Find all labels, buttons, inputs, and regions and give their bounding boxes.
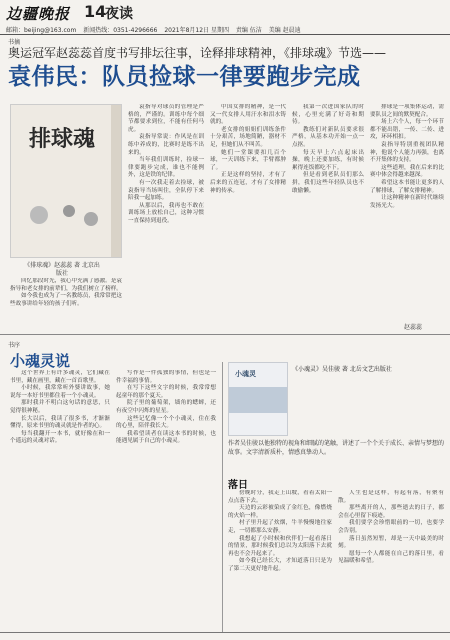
book-cover-image — [10, 104, 122, 258]
paragraph: 村子里升起了炊烟，牛羊慢慢地往家走，一切都那么安静。 — [228, 520, 332, 534]
paragraph: 有一次我走着去捡球，被袁指导当场叫住，全队停下来陪我一起加练。 — [128, 179, 204, 202]
paragraph: 我希望读者在读这本书的时候，也能遇见属于自己的小魂灵。 — [116, 430, 216, 445]
paragraph: 这些道理，我在后来的比赛中体会得越来越深。 — [370, 164, 444, 179]
article2-title: 小魂灵说 — [10, 352, 71, 370]
article1-signature: 赵蕊蕊 — [404, 324, 423, 331]
date: 2021年8月12日 星期四 — [164, 27, 229, 34]
article1-kicker: 奥运冠军赵蕊蕊首度书写排坛往事，诠释排球精神，《排球魂》节选—— — [8, 46, 387, 60]
section-name: 夜读 — [105, 6, 133, 22]
paragraph: 袁指导常说：作风是在训练中养成的，比赛时是练不出来的。 — [128, 134, 204, 156]
paragraph: 正是这样的坚持，才有了后来的五连冠，才有了女排精神的传承。 — [210, 172, 286, 194]
paragraph: 让这种精神在新时代继续发扬光大。 — [370, 195, 444, 209]
paragraph: 如今我已经长大，才知道落日只是为了第二天更好地升起。 — [228, 558, 332, 572]
paragraph: 落日虽然短暂，却是一天中最美的时刻。 — [338, 535, 444, 550]
paragraph: 这个世界上有许多魂灵，它们藏在书里，藏在画里，藏在一首首歌里。 — [10, 370, 110, 384]
book-spine — [111, 105, 121, 257]
paragraph: 这些记忆像一个个小魂灵，住在我的心里，陪伴我长大。 — [116, 415, 216, 430]
paragraph: 在写下这些文字的时候，我常常想起童年的那个夏天。 — [116, 385, 216, 399]
sub-book-cover-title: 小魂灵 — [235, 369, 256, 378]
header-meta — [6, 25, 306, 34]
page-footer-rule — [0, 632, 450, 633]
paragraph: 中国女排的精神，是一代又一代女排人用汗水和泪水铸就的。 — [210, 104, 286, 126]
article1-tag: 书摘 — [8, 39, 21, 46]
article1-column-2 — [210, 104, 286, 328]
paragraph: 小时候，我常常听外婆讲故事，她说每一本好书里都住着一个小魂灵。 — [10, 385, 110, 399]
sub-book-cover — [228, 362, 288, 436]
designer: 美编 赵晨迪 — [268, 27, 301, 34]
paragraph: 排球是一项集体运动，需要队员之间的默契配合。 — [370, 104, 444, 118]
phone: 新闻热线：0351-4296666 — [83, 27, 158, 34]
article1-column-3 — [292, 104, 364, 328]
paragraph: 如今我也成为了一名教练员，我常常把这些故事讲给年轻的孩子们听。 — [10, 293, 122, 307]
paragraph: 回忆那段时光，我心中充满了感激。是袁指导和老女排的前辈们，为我们树立了榜样。 — [10, 278, 122, 292]
paragraph: 袁指导对球员的管理是严格的，严谨的。训练中每个细节都要求到位，不能有任何马虎。 — [128, 104, 204, 133]
paragraph: 袁指导特别重视团队精神，他说个人能力再强，也离不开集体的支持。 — [370, 141, 444, 164]
paragraph: 从那以后，我再也不敢在训练场上放松自己，这种习惯一直保持到退役。 — [128, 202, 204, 224]
paragraph: 长大以后，我读了很多书，才渐渐懂得，原来书里的魂灵就是作者的心。 — [10, 415, 110, 430]
paragraph: 写作是一件孤独的事情，但也是一件幸福的事情。 — [116, 370, 216, 384]
sub-book-caption: 《小魂灵》吴佳骏 著 北岳文艺出版社 — [292, 366, 392, 373]
paragraph: 那时我并不明白这句话的意思，只觉得很神秘。 — [10, 400, 110, 414]
paragraph: 每当我翻开一本书，就好像在和一个遥远的灵魂对话。 — [10, 430, 110, 445]
paragraph: 愿每一个人都能在自己的落日里，看见温暖和希望。 — [338, 550, 444, 565]
paragraph: 老女排的姐姐们训练条件十分艰苦，场地简陋，器材不足，但她们从不叫苦。 — [210, 126, 286, 148]
paragraph: 我想起了小时候和伙伴们一起看落日的情景，那时候我们总以为太阳落下去就再也不会升起来了。 — [228, 535, 332, 557]
paragraph: 人生也是这样，有起有落，有聚有散。 — [338, 490, 444, 504]
email: 邮箱：beijing@163.com — [6, 27, 77, 34]
article2-column-1 — [10, 370, 110, 628]
paragraph: 她们一堂课要扣几百个球，一天训练下来，手臂都肿了。 — [210, 149, 286, 171]
paragraph: 希望这本书能让更多的人了解排球，了解女排精神。 — [370, 179, 444, 194]
page-number: 14 — [84, 2, 107, 21]
article2-column-3 — [228, 490, 332, 628]
book-caption: 《排球魂》赵蕊蕊 著 北京出版社 — [24, 262, 100, 277]
paragraph: 每天早上六点起床出操，晚上还要加练，有时候累得连饭都吃不下。 — [292, 149, 364, 171]
article1-column-1b — [10, 278, 122, 328]
newspaper-masthead: 边疆晚报 — [6, 5, 71, 23]
article1-headline: 袁伟民：队员捡球一律要跑步完成 — [8, 64, 361, 90]
paragraph: 我们要学会珍惜眼前的一切，也要学会告别。 — [338, 520, 444, 534]
paragraph: 场上六个人，每一个环节都不能出错，一传、二传、进攻，环环相扣。 — [370, 119, 444, 141]
paragraph: 但是看到老队员们那么拼，我们这些年轻队员也不敢偷懒。 — [292, 172, 364, 194]
article1-column-4 — [370, 104, 444, 328]
paragraph: 我第一次进国家队的时候，心里充满了好奇和期待。 — [292, 104, 364, 126]
sub-book-cover-stripe — [229, 387, 287, 413]
paragraph: 天边的云彩被染成了金红色，像燃烧的火焰一样。 — [228, 505, 332, 519]
article2-column-4 — [338, 490, 444, 628]
article2-tag: 书序 — [8, 342, 21, 349]
column-divider — [222, 362, 223, 632]
page-header — [0, 0, 450, 36]
book-cover-art — [19, 195, 109, 235]
paragraph: 那些离开的人，那些逝去的日子，都会在心里留下痕迹。 — [338, 505, 444, 519]
header-rule — [0, 34, 450, 35]
paragraph: 院子里的葡萄架，墙角的蟋蟀，还有夜空中闪烁的星星。 — [116, 400, 216, 414]
section-divider — [0, 334, 450, 335]
book-cover-title: 排球魂 — [28, 126, 95, 152]
editor: 责编 伍洁 — [235, 27, 262, 34]
sub-book-intro: 作者吴佳骏以他独特的视角和细腻的笔触，讲述了一个个关于成长、亲情与梦想的故事。文字清新质朴，情感真挚动人。 — [228, 440, 445, 456]
article1-column-1 — [128, 104, 204, 328]
paragraph: 当年我们训练时，捡球一律要跑步完成，谁也不能例外，这是铁的纪律。 — [128, 157, 204, 179]
paragraph: 傍晚时分，我走上山坡，看着太阳一点点落下去。 — [228, 490, 332, 504]
article2-column-2 — [116, 370, 216, 628]
paragraph: 教练们对新队员要求很严格，从基本功开始一点一点抠。 — [292, 126, 364, 148]
sub-heading: 落日 — [228, 480, 248, 491]
